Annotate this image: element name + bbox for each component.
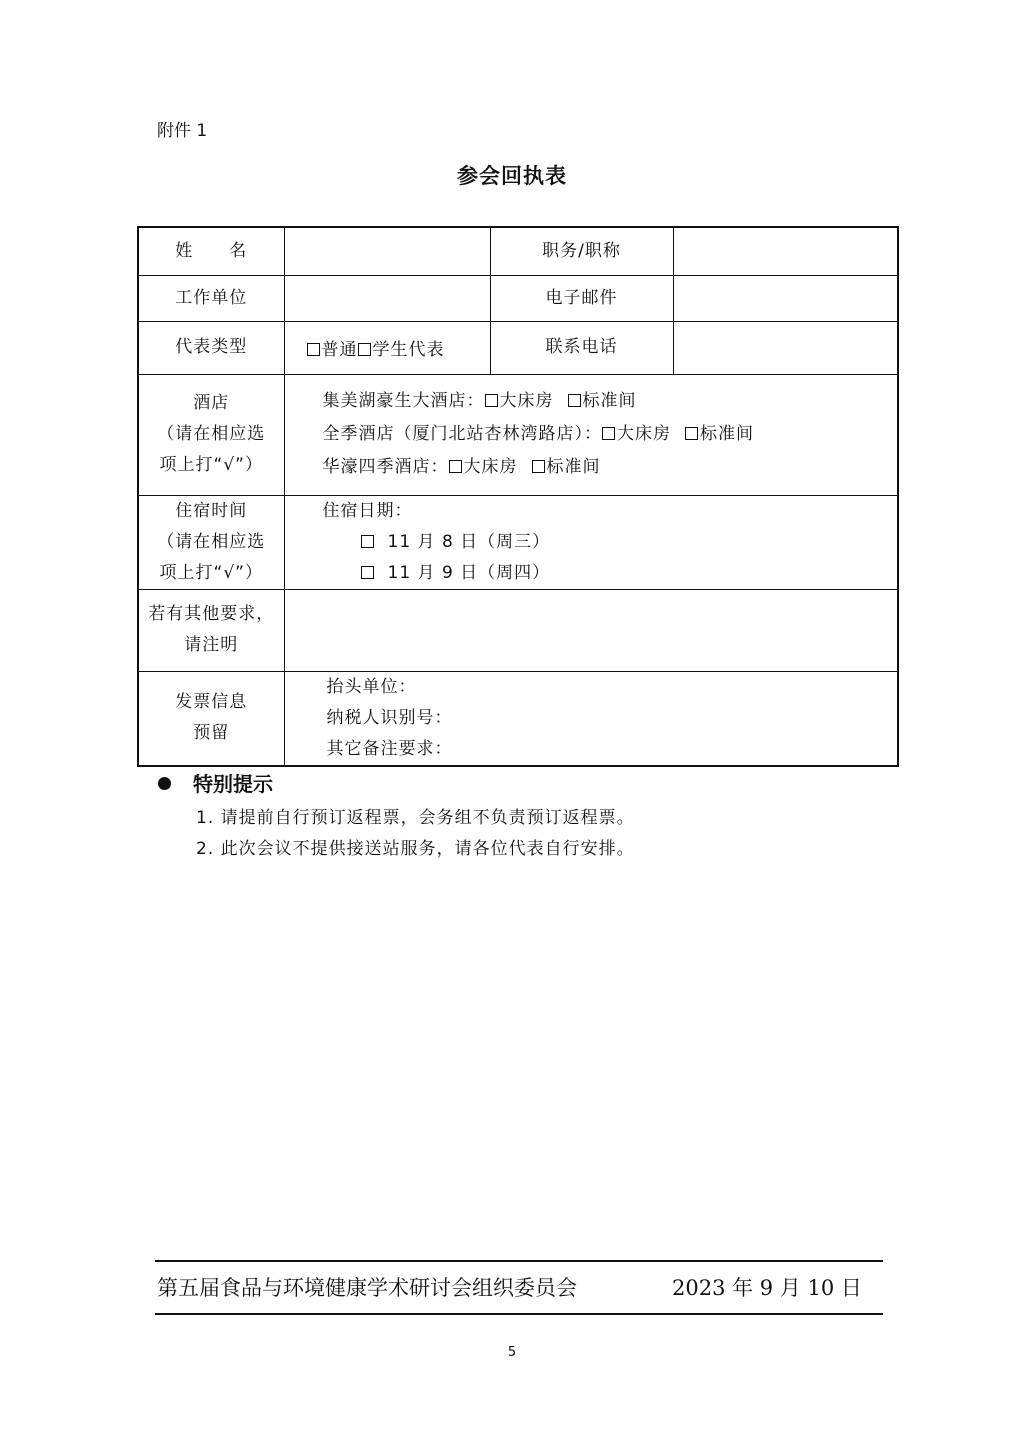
room-type-label: 大床房 <box>499 391 554 411</box>
other-requests-field[interactable] <box>284 589 898 671</box>
page-title: 参会回执表 <box>457 164 567 188</box>
other-label-2: 请注明 <box>184 635 239 655</box>
name-label: 姓 名 <box>138 227 284 275</box>
taxpayer-id-field[interactable]: 纳税人识别号： <box>326 707 453 728</box>
option-student: 学生代表 <box>372 340 445 360</box>
hotel-label-cell <box>138 374 284 495</box>
hotel-row <box>323 451 898 484</box>
room-type-label: 大床房 <box>463 457 518 477</box>
stay-label: 住宿时间 <box>175 500 248 521</box>
page-number: 5 <box>507 1345 517 1360</box>
stay-date: 11 月 9 日（周四） <box>387 562 551 583</box>
room-type-label: 大床房 <box>617 424 671 444</box>
name-field[interactable] <box>284 227 490 275</box>
stay-date-label: 住宿日期： <box>322 500 413 521</box>
hotel-label: 酒店 <box>193 393 230 413</box>
hotel-name: 全季酒店（厦门北站杏林湾路店）： <box>322 424 602 444</box>
stay-date: 11 月 8 日（周三） <box>387 531 551 552</box>
registration-form-table <box>137 226 899 767</box>
checkbox-icon[interactable] <box>449 460 462 473</box>
invoice-title-field[interactable]: 抬头单位： <box>326 676 417 697</box>
checkbox-icon[interactable] <box>602 427 615 440</box>
stay-date-row <box>323 558 898 589</box>
hotel-row <box>323 418 898 451</box>
other-label-1: 若有其他要求， <box>148 604 275 624</box>
checkbox-icon[interactable] <box>685 427 698 440</box>
checkbox-icon[interactable] <box>361 535 374 548</box>
organization-field[interactable] <box>284 275 490 321</box>
other-label-cell <box>138 589 284 671</box>
footer-divider-top <box>155 1260 883 1262</box>
checkbox-icon[interactable] <box>361 566 374 579</box>
attachment-label: 附件 1 <box>157 121 208 141</box>
invoice-remarks-field[interactable]: 其它备注要求： <box>326 738 453 759</box>
hotel-hint-1: （请在相应选 <box>157 424 266 444</box>
footer-date: 2023 年 9 月 10 日 <box>672 1276 862 1300</box>
hotel-hint-2: 项上打“√”） <box>159 455 263 475</box>
invoice-fields <box>284 671 898 766</box>
checkbox-icon[interactable] <box>485 394 498 407</box>
phone-label: 联系电话 <box>490 321 673 374</box>
stay-options <box>284 495 898 589</box>
hotel-name: 集美湖豪生大酒店： <box>322 391 485 411</box>
job-title-field[interactable] <box>673 227 898 275</box>
invoice-label-1: 发票信息 <box>175 692 248 712</box>
bullet-icon <box>158 777 171 790</box>
checkbox-icon[interactable] <box>532 460 545 473</box>
hotel-name: 华濠四季酒店： <box>322 457 449 477</box>
checkbox-student[interactable] <box>358 343 371 356</box>
notice-item: 2. 此次会议不提供接送站服务，请各位代表自行安排。 <box>196 839 635 859</box>
hotel-options <box>284 374 898 495</box>
organization-label: 工作单位 <box>138 275 284 321</box>
email-label: 电子邮件 <box>490 275 673 321</box>
stay-label-cell <box>138 495 284 589</box>
checkbox-regular[interactable] <box>307 343 320 356</box>
invoice-label-cell <box>138 671 284 766</box>
hotel-row <box>323 385 898 418</box>
stay-hint-1: （请在相应选 <box>157 531 266 552</box>
stay-date-row <box>323 527 898 558</box>
room-type-label: 标准间 <box>700 424 754 444</box>
room-type-label: 标准间 <box>582 391 637 411</box>
stay-hint-2: 项上打“√”） <box>159 562 263 583</box>
rep-type-label: 代表类型 <box>138 321 284 374</box>
phone-field[interactable] <box>673 321 898 374</box>
job-title-label: 职务/职称 <box>490 227 673 275</box>
room-type-label: 标准间 <box>546 457 601 477</box>
notice-heading-row <box>158 768 273 797</box>
rep-type-options <box>284 321 490 374</box>
invoice-label-2: 预留 <box>193 723 230 743</box>
option-regular: 普通 <box>321 340 358 360</box>
notice-heading: 特别提示 <box>193 772 273 796</box>
checkbox-icon[interactable] <box>568 394 581 407</box>
notice-item: 1. 请提前自行预订返程票，会务组不负责预订返程票。 <box>196 808 635 828</box>
email-field[interactable] <box>673 275 898 321</box>
footer-organizer: 第五届食品与环境健康学术研讨会组织委员会 <box>157 1276 577 1300</box>
footer-divider-bottom <box>155 1313 883 1315</box>
